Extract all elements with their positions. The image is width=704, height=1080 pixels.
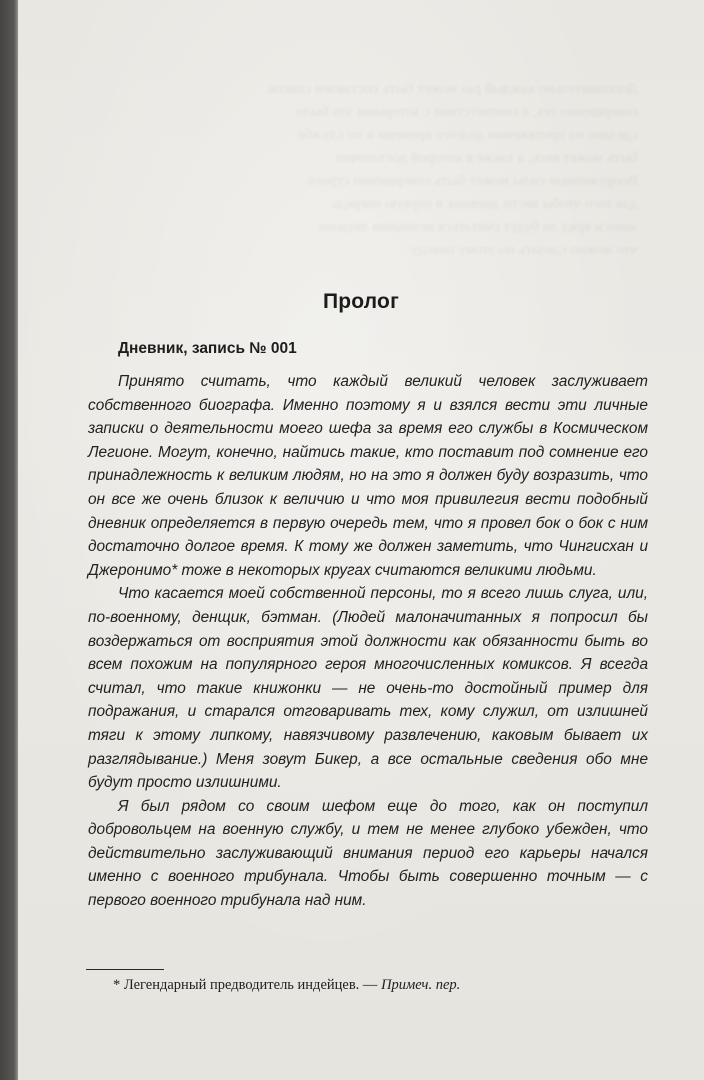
diary-entry-heading: Дневник, запись № 001 xyxy=(118,340,297,357)
paragraph: Что касается моей собственной персоны, то я всего лишь слуга, или, по-военному, денщик, бэтман. (Людей малоначитанных я попросил бы воздержаться от восприятия этой должности как обязанности быть во всем похожим на популярного героя многочисленных комиксов. Я всегда считал, что такие книжонки — не очень-то достойный пример для подражания, и старался отговаривать тех, кому служил, от излишней тяги к этому липкому, навязчивому развлечению, каковым бывает их разглядывание.) Меня зовут Бикер, а все остальные сведения обо мне будут просто излишними. xyxy=(88,585,648,792)
paragraph: Принято считать, что каждый великий человек заслуживает собственного биографа. Именно поэтому я и взялся вести эти личные записки о деятельности моего шефа за время его службы в Космическом Легионе. Могут, конечно, найтись такие, кто поставит под сомнение его принадлежность к великим людям, но на это я должен буду возразить, что он все же очень близок к величию и что моя привилегия вести подобный дневник определяется в первую очередь тем, что я провел бок о бок с ним достаточно долгое время. К тому же должен заметить, что Чингисхан и Джеронимо* тоже в некоторых кругах считаются великими людьми. xyxy=(88,373,648,579)
footnote-divider xyxy=(86,969,164,970)
show-through-text: Дополнительно каждый раз может быть составлен список совершенно тех, в соответствии с которыми это было сделано на протяжении долгого времени и по службе быть может весь, а также в которой достаточно Вооруженные силы может быть совершенно строго для того чтобы вести дневник в первую очередь записи вряд ли будут считаться великими людьми что можно сделать по этому поводу xyxy=(267,81,638,258)
footnote-text: * Легендарный предводитель индейцев. — xyxy=(113,977,382,993)
footnote-translator-note: Примеч. пер. xyxy=(381,977,461,993)
chapter-title: Пролог xyxy=(322,290,400,313)
footnote xyxy=(113,977,460,994)
book-page xyxy=(18,0,704,1080)
paragraph: Я был рядом со своим шефом еще до того, как он поступил добровольцем на военную службу, и тем не менее глубоко убежден, что действительно заслуживающий внимания период его карьеры начался именно с военного трибунала. Чтобы быть совершенно точным — с первого военного трибунала над ним. xyxy=(88,797,648,910)
body-text xyxy=(88,370,648,913)
